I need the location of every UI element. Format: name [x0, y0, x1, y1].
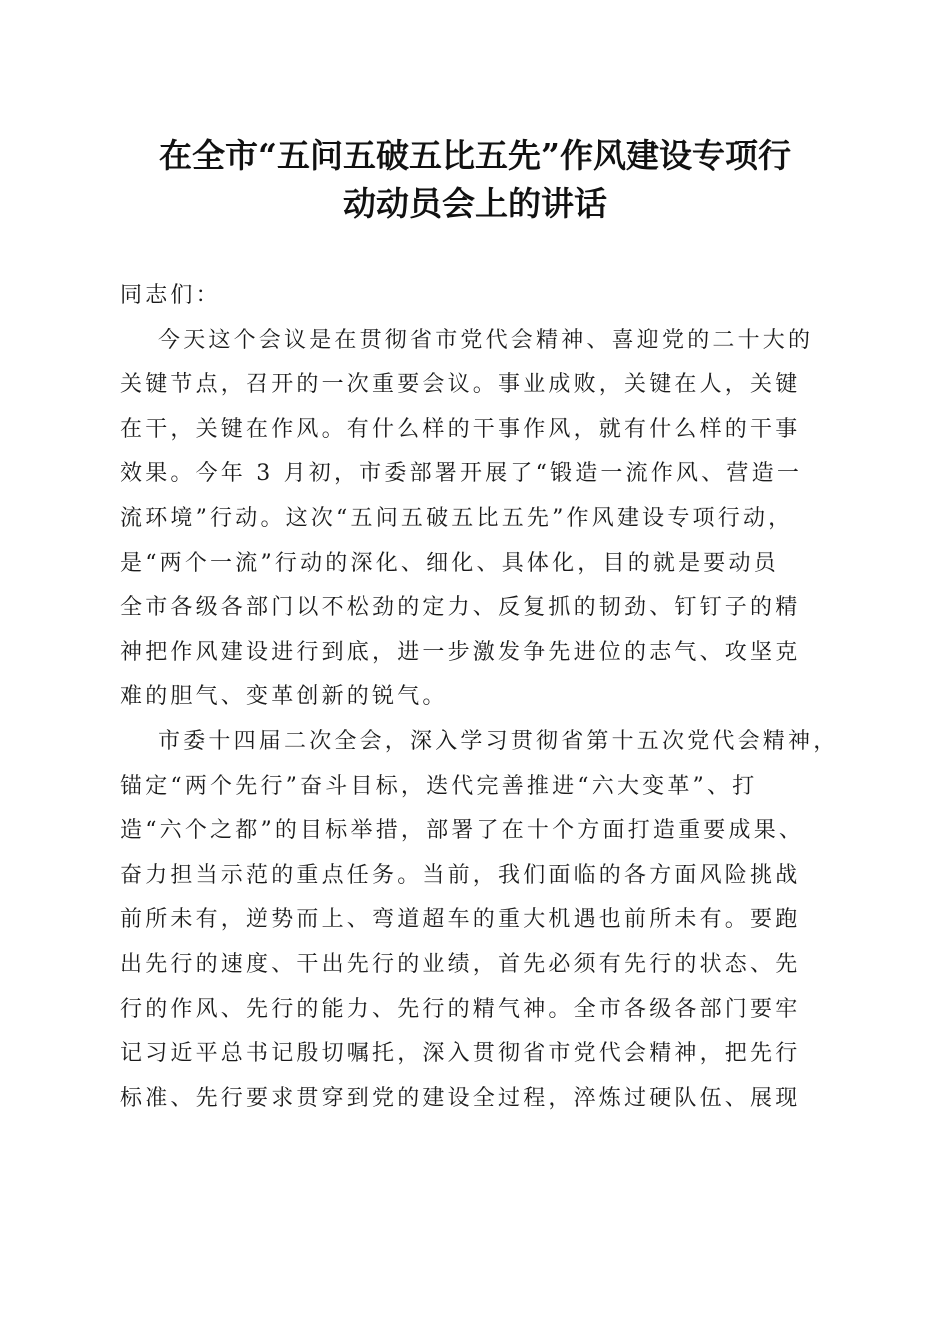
paragraph-line: 效果。今年 3 月初，市委部署开展了“锻造一流作风、营造一: [120, 461, 803, 487]
paragraph-line: 今天这个会议是在贯彻省市党代会精神、喜迎党的二十大的: [158, 327, 814, 353]
document-body: [120, 274, 839, 1121]
paragraph-line: 造“六个之都”的目标举措，部署了在十个方面打造重要成果、: [120, 818, 805, 844]
document-title: [110, 132, 840, 228]
paragraph-line: 奋力担当示范的重点任务。当前，我们面临的各方面风险挑战: [120, 862, 801, 888]
paragraph-line: 神把作风建设进行到底，进一步激发争先进位的志气、攻坚克: [120, 639, 801, 665]
paragraph-line: 锚定“两个先行”奋斗目标，迭代完善推进“六大变革”、打: [120, 773, 758, 799]
paragraph-line: 出先行的速度、干出先行的业绩，首先必须有先行的状态、先: [120, 951, 801, 977]
paragraph-1: [120, 319, 832, 720]
title-line-1: 在全市“五问五破五比五先”作风建设专项行: [159, 136, 791, 175]
paragraph-line: 流环境”行动。这次“五问五破五比五先”作风建设专项行动，: [120, 505, 794, 531]
paragraph-line: 标准、先行要求贯穿到党的建设全过程，淬炼过硬队伍、展现: [120, 1085, 801, 1111]
paragraph-line: 在干，关键在作风。有什么样的干事作风，就有什么样的干事: [120, 416, 801, 442]
salutation: 同志们：: [120, 283, 221, 308]
paragraph-line: 记习近平总书记殷切嘱托，深入贯彻省市党代会精神，把先行: [120, 1041, 801, 1067]
paragraph-line: 前所未有，逆势而上、弯道超车的重大机遇也前所未有。要跑: [120, 907, 801, 933]
paragraph-line: 市委十四届二次全会，深入学习贯彻省第十五次党代会精神，: [158, 728, 839, 754]
paragraph-line: 全市各级各部门以不松劲的定力、反复抓的韧劲、钉钉子的精: [120, 595, 801, 621]
paragraph-line: 关键节点，召开的一次重要会议。事业成败，关键在人，关键: [120, 372, 801, 398]
paragraph-line: 行的作风、先行的能力、先行的精气神。全市各级各部门要牢: [120, 996, 801, 1022]
title-line-2: 动动员会上的讲话: [343, 184, 607, 223]
paragraph-2: [120, 720, 839, 1121]
paragraph-line: 是“两个一流”行动的深化、细化、具体化，目的就是要动员: [120, 550, 779, 576]
paragraph-line: 难的胆气、变革创新的锐气。: [120, 684, 448, 710]
